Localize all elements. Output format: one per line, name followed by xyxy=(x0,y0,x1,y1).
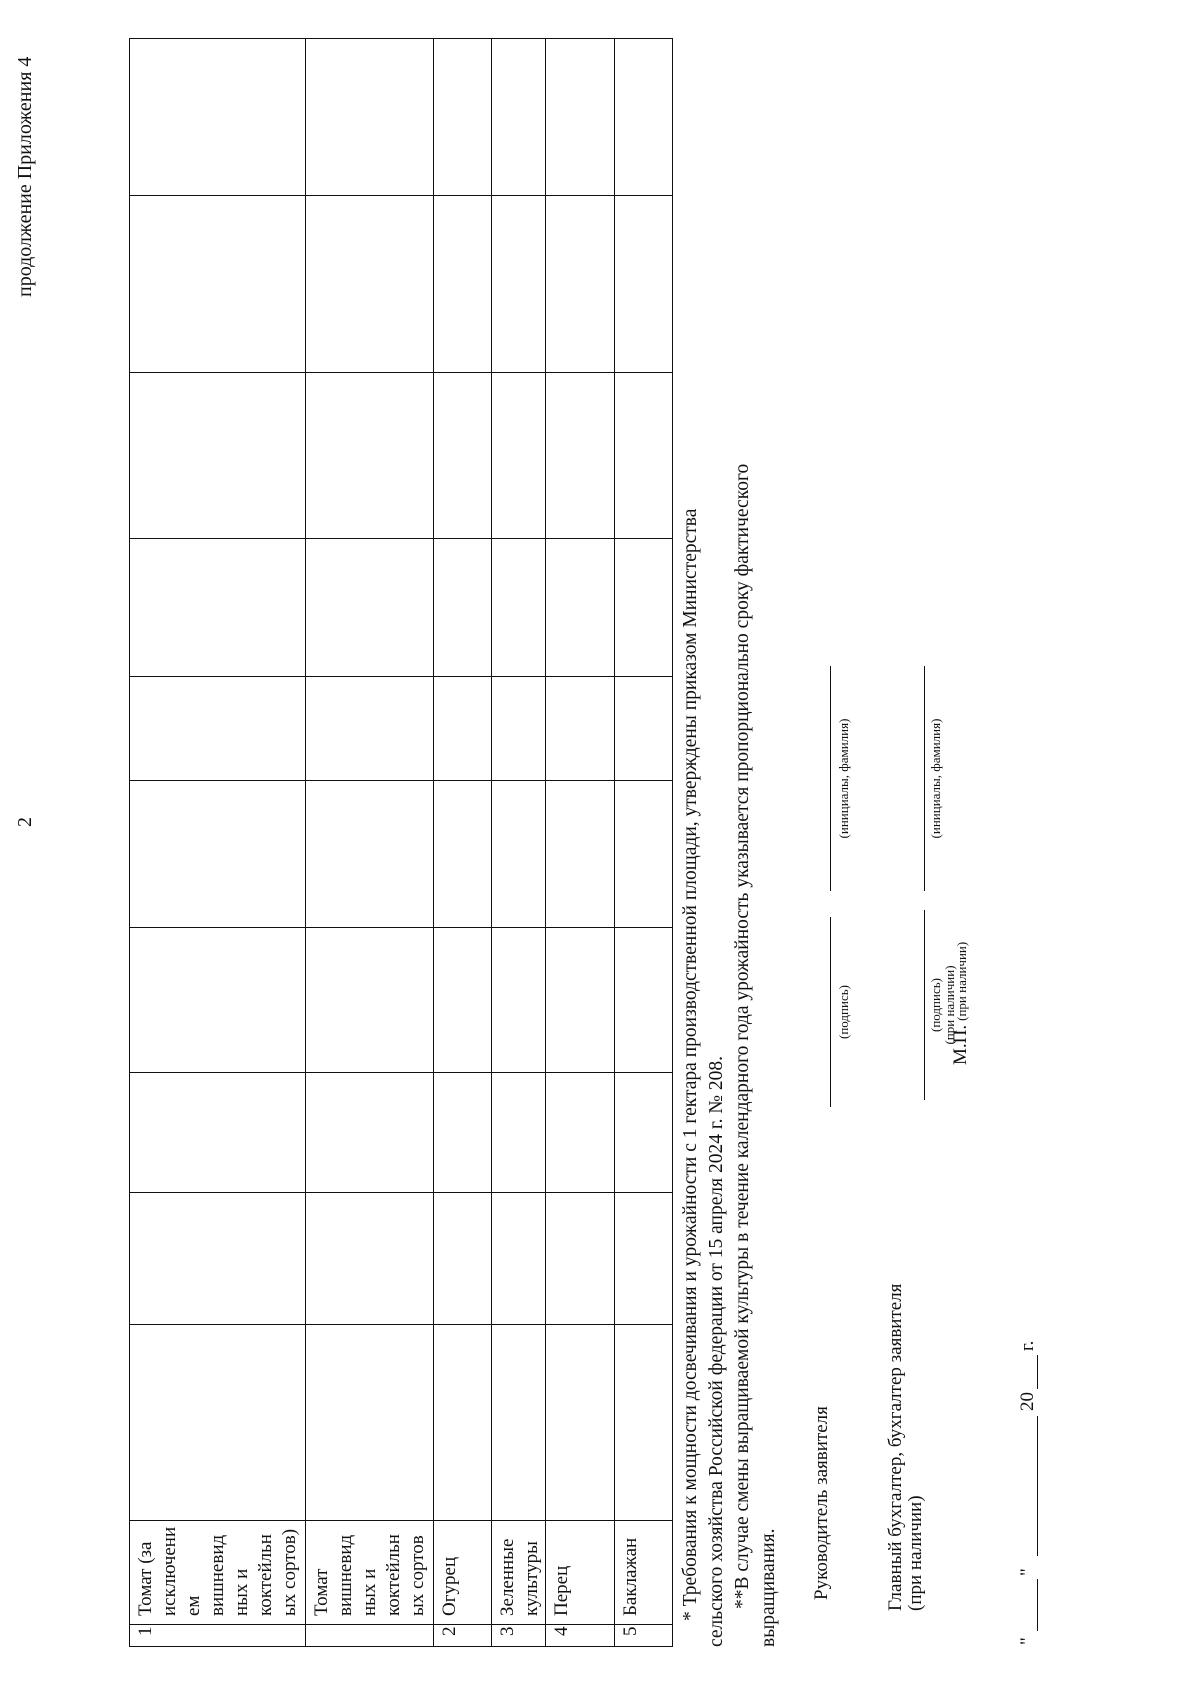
footnote-1-line-1: * Требования к мощности досвечивания и урожайности с 1 гектара производственной площади, утверждены приказом Министерства xyxy=(680,508,701,1621)
head-signature-caption: (подпись) xyxy=(836,985,851,1039)
table-row xyxy=(130,38,306,1646)
date-year-prefix: 20 xyxy=(1017,1392,1038,1411)
accountant-signature-line xyxy=(924,910,925,1100)
row-number: 4 xyxy=(546,1625,615,1647)
table-row xyxy=(492,38,546,1646)
date-month-line xyxy=(1037,1416,1038,1556)
row-number: 2 xyxy=(434,1625,492,1647)
chief-accountant-note: (при наличии) xyxy=(905,1495,926,1611)
chief-accountant-label: Главный бухгалтер, бухгалтер заявителя xyxy=(885,1283,906,1611)
head-signature-line xyxy=(830,917,831,1107)
row-number: 5 xyxy=(615,1625,673,1647)
row-number: 3 xyxy=(492,1625,546,1647)
head-name-caption: (инициалы, фамилия) xyxy=(836,718,851,839)
accountant-signature-caption: (подпись) xyxy=(928,978,943,1032)
date-suffix: г. xyxy=(1017,1340,1038,1351)
accountant-name-caption: (инициалы, фамилия) xyxy=(928,718,943,839)
head-name-line xyxy=(830,666,831,891)
date-year-line xyxy=(1037,1355,1038,1389)
footnote-2-line-1: **В случае смены выращиваемой культуры в течение календарного года урожайность указывается пропорционально сроку фактического xyxy=(732,463,753,1609)
footnote-1-line-2: сельского хозяйства Российской федерации от 15 апреля 2024 г. № 208. xyxy=(706,1056,727,1647)
head-label: Руководитель заявителя xyxy=(811,1406,832,1600)
stamp-label: М.П. xyxy=(950,1024,971,1065)
crop-name: Баклажан xyxy=(615,1520,673,1624)
accountant-signature-note: (при наличии) xyxy=(942,965,957,1045)
stamp-note: (при наличии) xyxy=(954,941,969,1021)
continuation-label: продолжение Приложения 4 xyxy=(14,56,36,297)
table-row xyxy=(615,38,673,1646)
table-row xyxy=(546,38,615,1646)
accountant-name-line xyxy=(924,666,925,891)
crop-name: Перец xyxy=(546,1520,615,1624)
crop-name: Томат (за исключени ем вишневид ных и коктейльн ых сортов) xyxy=(130,1520,306,1624)
table-row xyxy=(306,38,434,1646)
crop-name: Огурец xyxy=(434,1520,492,1624)
date-quote-close: " xyxy=(1017,1568,1038,1576)
row-number: 1 xyxy=(130,1625,306,1647)
page-number: 2 xyxy=(14,817,36,827)
footnote-2-line-2: выращивания. xyxy=(758,1528,779,1647)
row-number xyxy=(306,1625,434,1647)
date-quote-open: " xyxy=(1017,1637,1038,1645)
data-table xyxy=(129,38,673,1647)
crop-name: Томат вишневид ных и коктейльн ых сортов xyxy=(306,1520,434,1624)
crop-name: Зеленные культуры xyxy=(492,1520,546,1624)
stamp-block xyxy=(950,942,972,1065)
date-day-line xyxy=(1037,1579,1038,1631)
table-row xyxy=(434,38,492,1646)
